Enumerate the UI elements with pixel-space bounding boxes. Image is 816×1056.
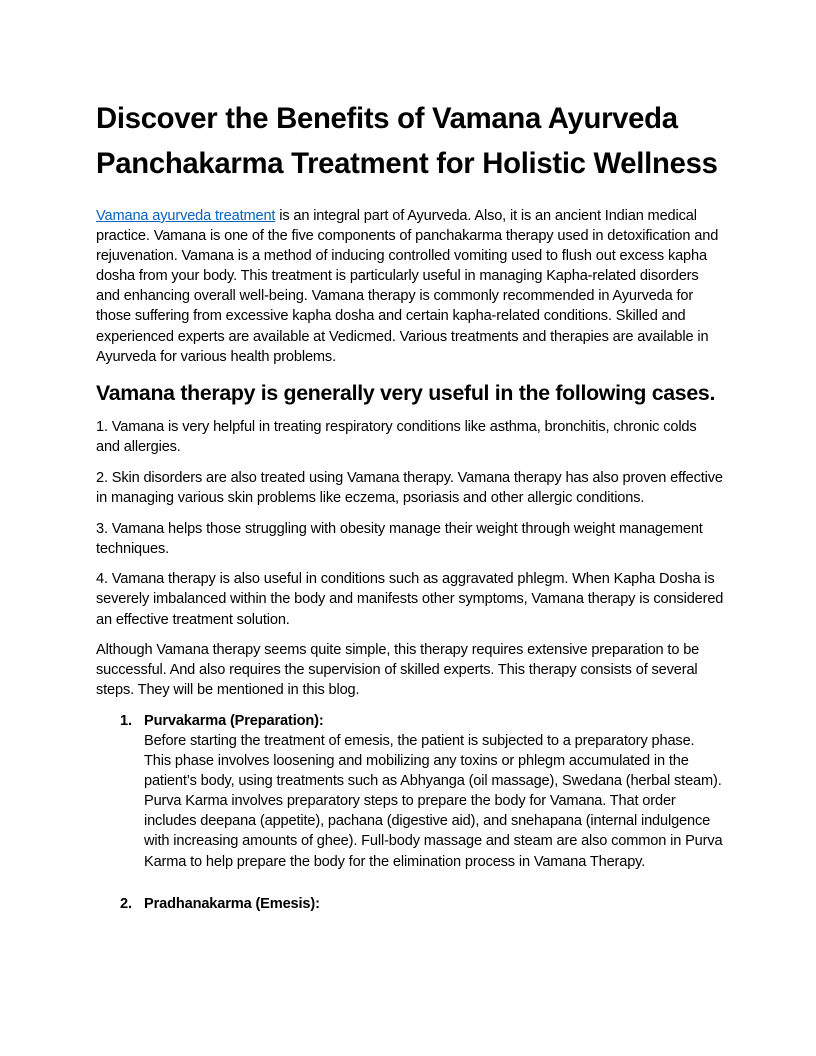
vamana-treatment-link[interactable]: Vamana ayurveda treatment [96,208,276,224]
step-title: Purvakarma (Preparation): [144,712,324,729]
steps-intro-paragraph: Although Vamana therapy seems quite simple, this therapy requires extensive preparation to be successful. And also requires the supervision of skilled experts. This therapy consists of several steps. They will be mentioned in this blog. [96,642,700,699]
step-number: 2. [120,895,132,912]
case-item-1: 1. Vamana is very helpful in treating respiratory conditions like asthma, bronchitis, chronic colds and allergies. [96,419,697,456]
section-heading: Vamana therapy is generally very useful in the following cases. [96,381,716,406]
intro-paragraph [96,206,724,367]
step-title: Pradhanakarma (Emesis): [144,895,320,912]
step-item-purvakarma [96,711,724,872]
steps-list [96,711,724,914]
step-number: 1. [120,712,132,729]
case-item-3: 3. Vamana helps those struggling with obesity manage their weight through weight management techniques. [96,520,703,557]
step-body: Before starting the treatment of emesis, the patient is subjected to a preparatory phase. This phase involves loosening and mobilizing any toxins or phlegm accumulated in the patient’s body, using treatments such as Abhyanga (oil massage), Swedana (herbal steam). Purva Karma involves preparatory steps to prepare the body for Vamana. That order includes deepana (appetite), pachana (digestive aid), and snehapana (internal indulgence with increasing amounts of ghee). Full-body massage and steam are also common in Purva Karma to help prepare the body for the elimination process in Vamana Therapy. [144,732,723,870]
document-page [96,96,724,914]
case-item-2: 2. Skin disorders are also treated using Vamana therapy. Vamana therapy has also proven effective in managing various skin problems like eczema, psoriasis and other allergic conditions. [96,469,723,507]
step-item-pradhanakarma [96,894,724,914]
intro-text: is an integral part of Ayurveda. Also, it is an ancient Indian medical practice. Vamana is one of the five components of panchakarma therapy used in detoxification and rejuvenation. Vamana is a method of inducing controlled vomiting used to flush out excess kapha dosha from your body. This treatment is particularly useful in managing Kapha-related disorders and enhancing overall well-being. Vamana therapy is commonly recommended in Ayurveda for those suffering from excessive kapha dosha and certain kapha-related conditions. Skilled and experienced experts are available at Vedicmed. Various treatments and therapies are available in Ayurveda for various health problems. [96,208,719,365]
page-title: Discover the Benefits of Vamana Ayurveda Panchakarma Treatment for Holistic Wellness [96,102,718,180]
case-item-4: 4. Vamana therapy is also useful in conditions such as aggravated phlegm. When Kapha Dosha is severely imbalanced within the body and manifests other symptoms, Vamana therapy is considered an effective treatment solution. [96,571,724,628]
